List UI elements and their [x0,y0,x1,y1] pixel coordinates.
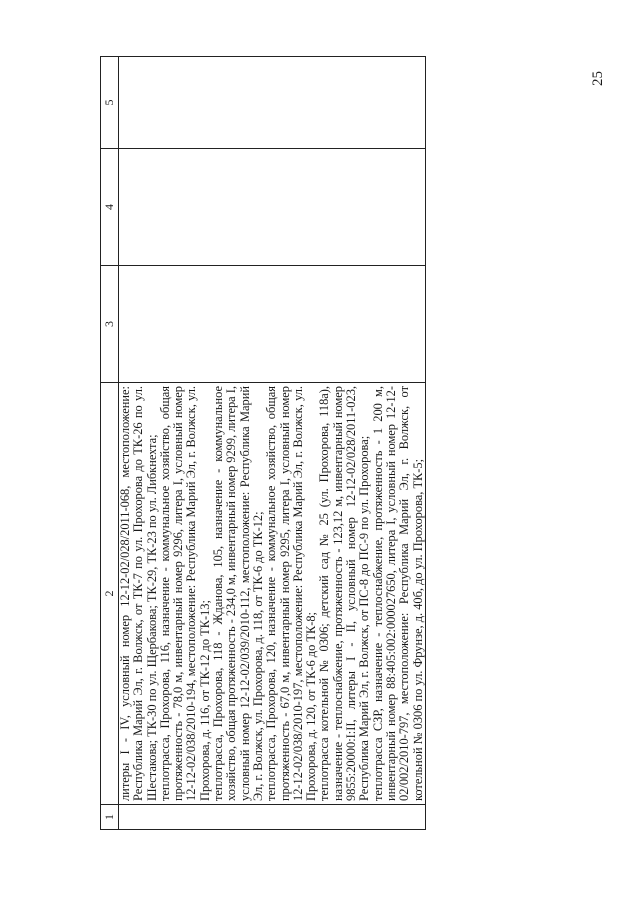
cell-col-3 [119,266,426,383]
column-header-3: 3 [101,266,119,383]
table-header-row [101,57,119,830]
entry-text: теплотрасса котельной № 0306; детский сад № 25 (ул. Прохорова, 118а), назначение - теплоснабжение, протяженность - 123,12 м, инвентарный номер 9855:20000:I:II, литеры I - II, условный номер 12-12-02/028/2011-023, Республика Марий Эл, г. Волжск, от ПС-8 до ПС-9 по ул. Прохорова; [317,386,372,801]
column-header-4: 4 [101,149,119,266]
cell-col-1 [119,805,426,830]
rotated-table-page [100,70,580,830]
entry-text: теплотрасса, Прохорова, 118 - Жданова, 105, назначение - коммунальное хозяйство, общая протяженность - 234,0 м, инвентарный номер 9299, литера I, условный номер 12-12-02/039/2010-112, местоположение: Республика Марий Эл, г. Волжск, ул. Прохорова, д. 118, от ТК-6 до ТК-12; [211,386,265,801]
cell-col-5 [119,57,426,149]
column-header-2: 2 [101,383,119,805]
entry-text: теплотрасса СЗР, назначение - теплоснабжение, протяженность - 1 200 м, инвентарный номер 88:405:002:000027650, литера I, условный номер 12-12-02/002/2010-797, местоположение: Республика Марий Эл, г. Волжск, от котельной № 0306 по ул. Фрунзе, д. 40б, до ул. Прохорова, ТК-5; [370,386,425,801]
column-header-5: 5 [101,57,119,149]
entry-text: теплотрасса, Прохорова, 120, назначение - коммунальное хозяйство, общая протяженность - 67,0 м, инвентарный номер 9295, литера I, условный номер 12-12-02/038/2010-197, местоположение: Республика Марий Эл, г. Волжск, ул. Прохорова, д. 120, от ТК-6 до ТК-8; [264,386,319,801]
column-header-1: 1 [101,805,119,830]
cell-col-4 [119,149,426,266]
table-row [119,57,426,830]
cell-col-2-descriptions [119,383,426,805]
entry-text: литеры I - IV, условный номер 12-12-02/028/2011-068, местоположение: Республика Марий Эл, г. Волжск, от ТК-7 по ул. Прохорова до ТК-26 по ул. Шестакова; ТК-30 по ул. Щербакова; ТК-29, ТК-23 по ул. Либкнехта; [118,386,159,801]
property-table [100,56,426,830]
entry-text: теплотрасса, Прохорова, 116, назначение - коммунальное хозяйство, общая протяженность - 78,0 м, инвентарный номер 9296, литера I, условный номер 12-12-02/038/2010-194, местоположение: Республика Марий Эл, г. Волжск, ул. Прохорова, д. 116, от ТК-12 до ТК-13; [157,386,212,801]
page-number: 25 [590,71,606,86]
